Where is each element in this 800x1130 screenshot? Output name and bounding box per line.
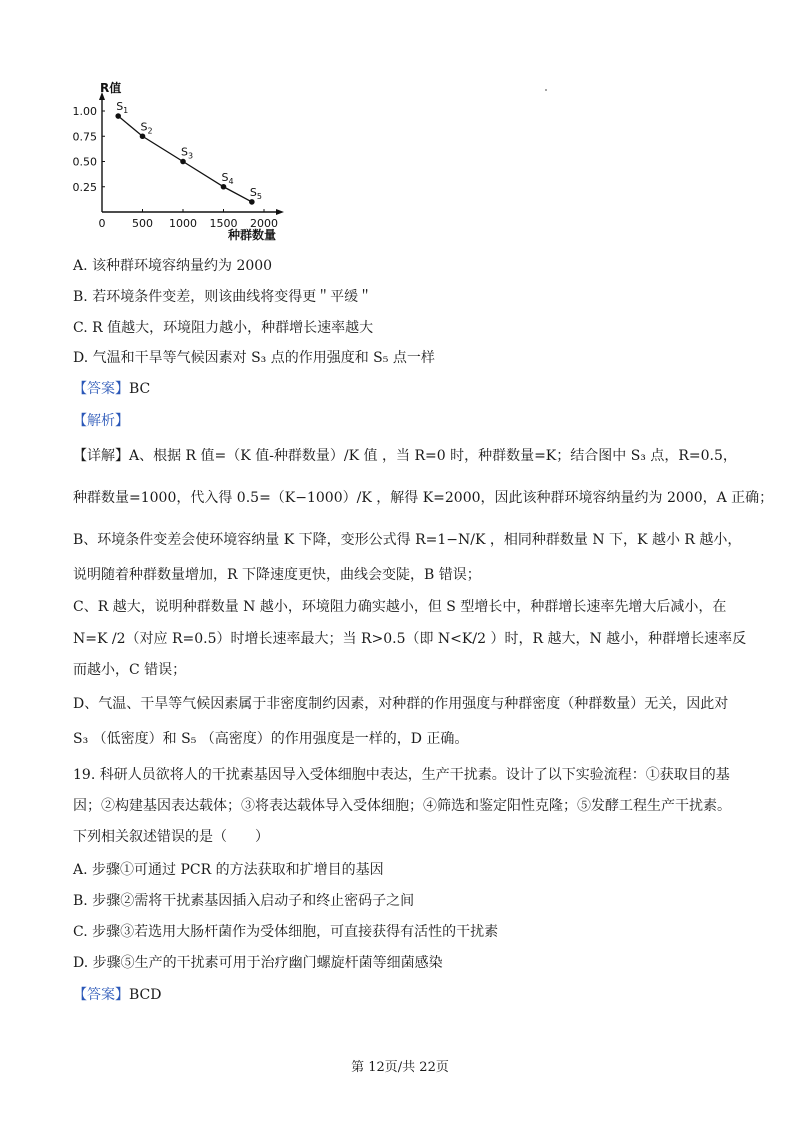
- data-point: [221, 184, 227, 190]
- detail-text-1: A、根据 R 值=（K 值-种群数量）/K 值 ，当 R=0 时，种群数量=K；结合图中 S₃ 点，R=0.5，: [129, 448, 737, 464]
- answer-line-2: [73, 985, 161, 1005]
- y-tick-label: 0.75: [72, 130, 97, 144]
- question-19-line-2: 因；②构建基因表达载体；③将表达载体导入受体细胞；④筛选和鉴定阳性克隆；⑤发酵工程生产干扰素。: [73, 798, 731, 814]
- x-tick-label: 2000: [250, 217, 278, 230]
- point-label: $S_2$: [140, 120, 153, 136]
- y-tick-label: 0.25: [72, 180, 97, 194]
- detail-line-2: 种群数量=1000，代入得 0.5=（K−1000）/K ，解得 K=2000，因此该种群环境容纳量约为 2000，A 正确；: [73, 490, 774, 506]
- q19-option-d: D. 步骤⑤生产的干扰素可用于治疗幽门螺旋杆菌等细菌感染: [73, 955, 443, 971]
- q19-option-a: A. 步骤①可通过 PCR 的方法获取和扩增目的基因: [73, 862, 384, 878]
- detail-line-1: [73, 446, 737, 466]
- point-label: $S_4$: [221, 170, 234, 186]
- answer-value: BC: [129, 381, 151, 397]
- analysis-tag: 【解析】: [73, 413, 129, 429]
- data-point: [140, 133, 146, 139]
- x-axis-arrow: [276, 209, 284, 215]
- answer-tag-2: 【答案】: [73, 987, 129, 1003]
- detail-line-5: C、R 越大，说明种群数量 N 越小，环境阻力确实越小，但 S 型增长中，种群增长速率先增大后减小，在: [73, 599, 727, 615]
- option-c: C. R 值越大，环境阻力越小，种群增长速率越大: [73, 320, 374, 336]
- detail-line-6: N=K /2（对应 R=0.5）时增长速率最大；当 R>0.5（即 N<K/2 ）时，R 越大，N 越小，种群增长速率反: [73, 631, 747, 647]
- r-value-chart: [62, 78, 302, 248]
- analysis-heading: [73, 411, 129, 431]
- x-tick-label: 0: [98, 217, 106, 230]
- detail-line-9: S₃ （低密度）和 S₅ （高密度）的作用强度是一样的，D 正确。: [73, 731, 469, 747]
- option-b: B. 若环境条件变差，则该曲线将变得更＂平缓＂: [73, 289, 373, 305]
- x-tick-label: 1500: [209, 217, 238, 230]
- page-footer: 第 12页/共 22页: [351, 1060, 449, 1075]
- q19-option-b: B. 步骤②需将干扰素基因插入启动子和终止密码子之间: [73, 893, 415, 909]
- series-line: [118, 116, 252, 202]
- question-19-line-3: 下列相关叙述错误的是（ ）: [73, 829, 269, 845]
- point-label: $S_3$: [181, 145, 194, 161]
- detail-line-7: 而越小，C 错误；: [73, 662, 187, 678]
- y-axis-label: R值: [100, 81, 122, 95]
- option-d: D. 气温和干旱等气候因素对 S₃ 点的作用强度和 S₅ 点一样: [73, 350, 435, 366]
- x-axis-label: 种群数量: [228, 228, 277, 242]
- data-point: [180, 159, 186, 165]
- point-label: $S_5$: [249, 185, 262, 201]
- x-tick-label: 500: [132, 217, 153, 230]
- answer-value-2: BCD: [129, 987, 162, 1003]
- scan-speck: [545, 89, 547, 91]
- y-tick-label: 0.50: [72, 155, 97, 169]
- x-tick-label: 1000: [169, 217, 197, 230]
- detail-line-4: 说明随着种群数量增加，R 下降速度更快，曲线会变陡，B 错误；: [73, 567, 481, 583]
- answer-line-1: [73, 379, 150, 399]
- point-label: $S_1$: [116, 100, 129, 116]
- question-19-line-1: 19. 科研人员欲将人的干扰素基因导入受体细胞中表达，生产干扰素。设计了以下实验流程：①获取目的基: [73, 767, 730, 783]
- detail-tag: 【详解】: [73, 448, 129, 464]
- detail-line-8: D、气温、干旱等气候因素属于非密度制约因素，对种群的作用强度与种群密度（种群数量）无关，因此对: [73, 696, 729, 712]
- q19-option-c: C. 步骤③若选用大肠杆菌作为受体细胞，可直接获得有活性的干扰素: [73, 924, 499, 940]
- answer-tag: 【答案】: [73, 381, 129, 397]
- data-point: [115, 113, 121, 119]
- detail-line-3: B、环境条件变差会使环境容纳量 K 下降，变形公式得 R=1−N/K ，相同种群数量 N 下，K 越小 R 越小，: [73, 532, 742, 548]
- data-point: [249, 199, 255, 205]
- y-tick-label: 1.00: [72, 105, 97, 118]
- option-a: A. 该种群环境容纳量约为 2000: [73, 258, 273, 274]
